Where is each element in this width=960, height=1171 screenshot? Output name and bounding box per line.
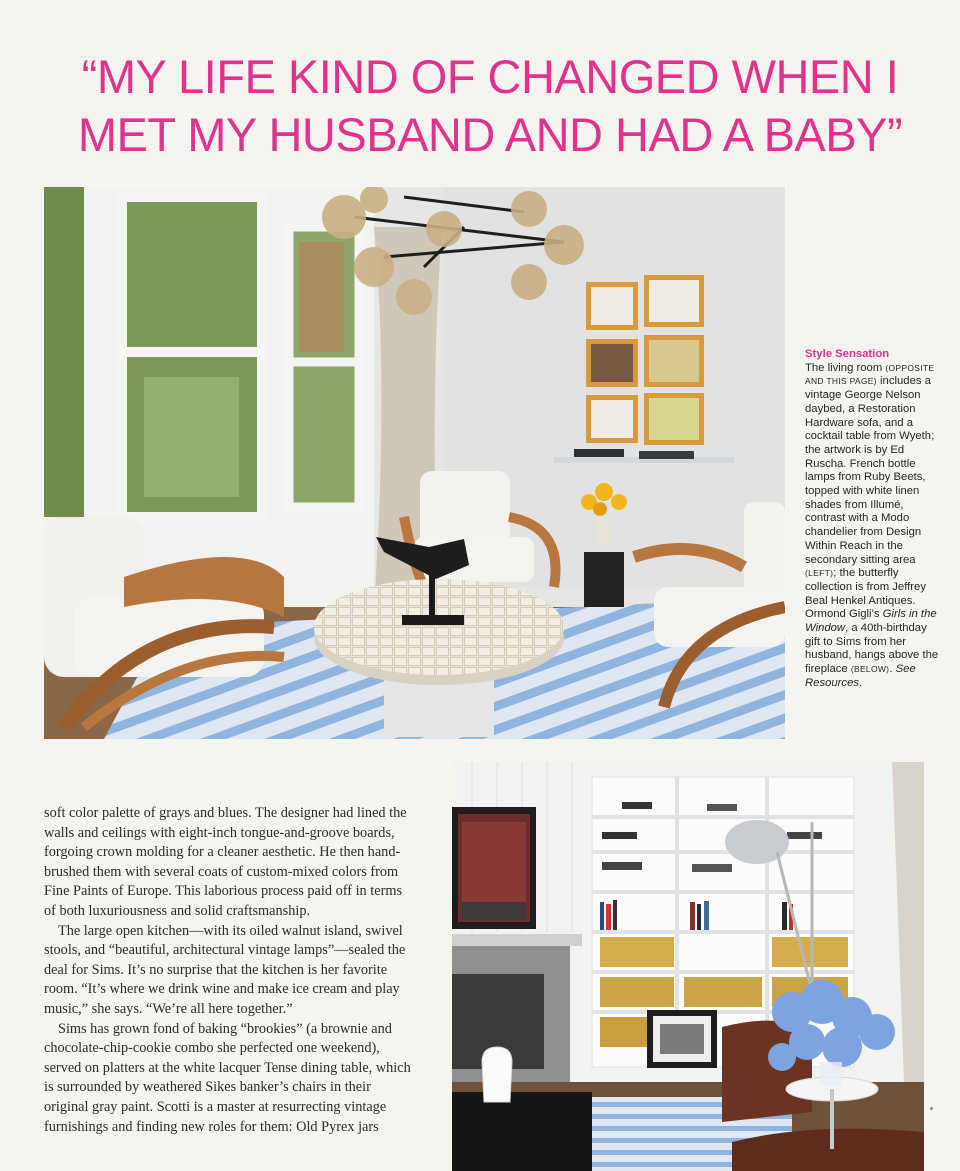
caption-text-3: includes a vintage George Nelson daybed, a Restoration Hardware sofa, and a cocktail table from Wyeth; the artwork is by Ed Ruscha. French bottle lamps from Ruby Beets, topped with white linen shades from Illumé, contrast with a Modo chandelier from Design Within Reach in the secondary sitting area bbox=[805, 375, 935, 566]
headline-line-1: “MY LIFE KIND OF CHANGED WHEN I bbox=[81, 50, 899, 103]
caption-ref-opposite: (OPPOSITE AND THIS PAGE) bbox=[805, 362, 935, 387]
caption-text-11: . bbox=[859, 676, 863, 689]
framed-photograph bbox=[452, 807, 536, 929]
caption-title: Style Sensation bbox=[805, 348, 890, 360]
body-paragraph-1: soft color palette of grays and blues. The designer had lined the walls and ceilings with eight-inch tongue-and-groove boards, forgoing crown molding for a cleaner aesthetic. He then hand-brushed them with several coats of custom-mixed colors from Fine Paints of Europe. This laborious process paid off in terms of both luxuriousness and solid craftsmanship. bbox=[44, 805, 407, 919]
caption-artwork-title: Girls in the Window bbox=[805, 608, 937, 635]
pull-quote-headline bbox=[40, 48, 940, 164]
page-mark bbox=[930, 1107, 933, 1110]
caption-ref-below: (BELOW) bbox=[850, 664, 890, 675]
photo-caption bbox=[805, 348, 943, 691]
fireplace-photo bbox=[452, 762, 924, 1171]
caption-resources: See Resources bbox=[805, 663, 916, 689]
caption-ref-left: (LEFT) bbox=[805, 568, 834, 579]
caption-text-7: , a 40th-birthday gift to Sims from her husband, hangs above the fireplace bbox=[805, 622, 939, 676]
bookshelf bbox=[592, 777, 854, 1068]
headline-line-2: MET MY HUSBAND AND HAD A BABY” bbox=[77, 108, 903, 161]
living-room-photo bbox=[44, 187, 785, 739]
caption-text-9: . bbox=[889, 663, 893, 676]
body-paragraph-3: Sims has grown fond of baking “brookies” (a brownie and chocolate-chip-cookie combo she perfected one weekend), served on platters at the white lacquer Tense dining table, which is surrounded by weathered Sikes banker’s chairs in their original gray paint. Scotti is a master at resurrecting vintage furnishings and finding new roles for them: Old Pyrex jars bbox=[44, 1020, 411, 1135]
caption-text-1: The living room bbox=[805, 361, 883, 374]
caption-text-5: ; the butterfly collection is from Jeffrey Beal Henkel Antiques. Ormond Gigli’s bbox=[805, 567, 926, 621]
body-paragraph-2: The large open kitchen—with its oiled walnut island, swivel stools, and “beautiful, architectural vintage lamps”—sealed the deal for Sims. It’s no surprise that the kitchen is her favorite room. “It’s where we drink wine and make ice cream and play music,” she says. “We’re all here together.” bbox=[44, 922, 406, 1017]
article-body bbox=[44, 804, 412, 1137]
fireplace bbox=[452, 934, 582, 1084]
butterfly-frames bbox=[586, 275, 704, 445]
